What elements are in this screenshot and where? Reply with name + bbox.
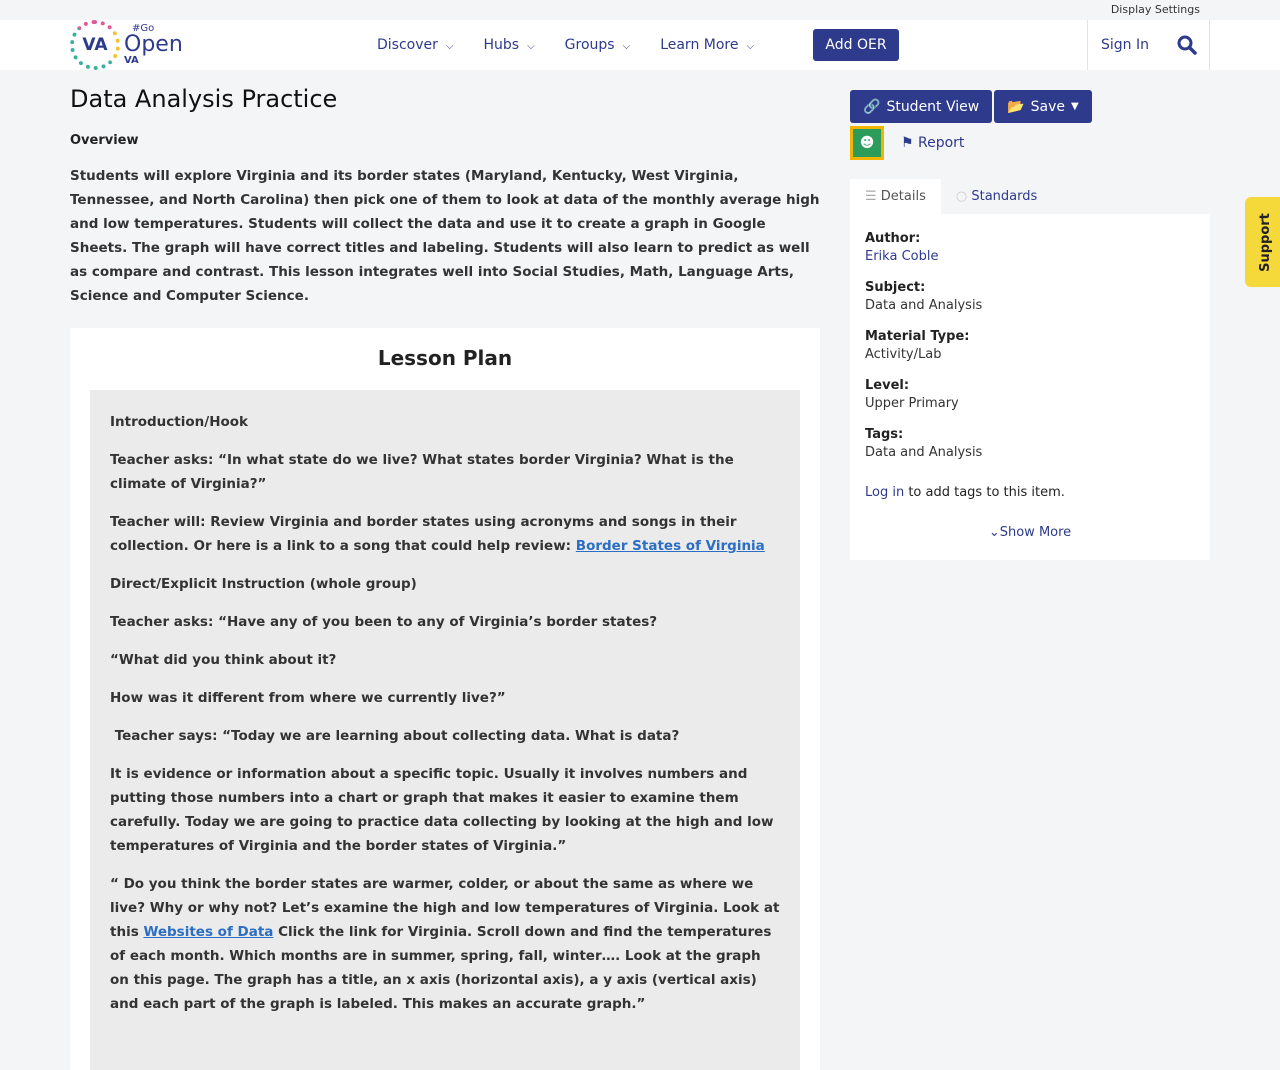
tab-label: Standards — [971, 189, 1038, 204]
menu-groups[interactable] — [565, 37, 631, 53]
button-label: Student View — [886, 98, 980, 115]
material-type-label: Material Type: — [865, 329, 970, 344]
log-in-link[interactable]: Log in — [865, 485, 905, 500]
menu-learn-more[interactable] — [660, 37, 754, 53]
menu-label: Discover — [377, 37, 438, 53]
topbar — [0, 0, 1280, 20]
tags-value: Data and Analysis — [865, 445, 983, 460]
lesson-paragraph — [110, 510, 780, 558]
chevron-down-icon: ⌵ — [746, 41, 755, 52]
lesson-paragraph: Teacher asks: “Have any of you been to any of Virginia’s border states? — [110, 614, 658, 630]
student-view-button[interactable] — [850, 90, 992, 123]
lesson-paragraph: “What did you think about it? — [110, 652, 337, 668]
flag-icon: ⚑ — [901, 135, 914, 151]
subject-label: Subject: — [865, 280, 926, 295]
material-type-value: Activity/Lab — [865, 347, 942, 362]
add-oer-button[interactable]: Add OER — [813, 29, 899, 61]
page-title: Data Analysis Practice — [70, 85, 338, 113]
chevron-down-icon: ⌵ — [527, 41, 535, 52]
lesson-paragraph: How was it different from where we currently live?” — [110, 690, 506, 706]
google-classroom-icon[interactable]: ☻ — [850, 126, 884, 160]
chevron-down-icon: ⌵ — [622, 41, 631, 52]
menu-label: Groups — [564, 37, 615, 53]
overview-label: Overview — [70, 133, 139, 148]
report-label: Report — [918, 135, 965, 151]
va-logo-ring: VA — [70, 20, 120, 70]
paragraph-text: Click the link for Virginia. Scroll down and find the temperatures of each month. Which months are in summer, spring, fall, winter…. Look at the graph on this page. The graph has a title, an x axis (horizontal axis), a y axis (vertical axis) and each part of the graph is labeled. This makes an accurate graph.” — [110, 924, 772, 1012]
websites-of-data-link[interactable]: Websites of Data — [143, 924, 274, 940]
save-button[interactable] — [994, 90, 1092, 123]
paragraph-text: “ Do you think the border states are warmer, colder, or about the same as where we live? Why or why not? Let’s examine the high and low temperatures of Virginia. Look at this — [110, 876, 780, 940]
show-more-button[interactable] — [865, 524, 1195, 542]
menu-label: Hubs — [483, 37, 520, 53]
lesson-paragraph: Direct/Explicit Instruction (whole group) — [110, 576, 417, 592]
chevron-down-icon: ⌄ — [988, 525, 1000, 540]
button-label: Save — [1030, 98, 1066, 115]
support-tab[interactable] — [1245, 197, 1280, 287]
tags-label: Tags: — [865, 427, 904, 442]
menu-hubs[interactable] — [483, 37, 534, 53]
main-content — [70, 85, 820, 1070]
lesson-paragraph — [110, 872, 780, 1016]
paragraph-text: Teacher will: Review Virginia and border states using acronyms and songs in their collection. Or here is a link to a song that could help review: — [110, 514, 737, 554]
lesson-plan — [70, 328, 820, 1070]
caret-down-icon: ▼ — [1071, 101, 1079, 112]
tab-details[interactable] — [850, 179, 941, 214]
author-link[interactable]: Erika Coble — [865, 249, 939, 264]
circle-icon: ○ — [955, 189, 968, 204]
lesson-paragraph: Introduction/Hook — [110, 414, 249, 430]
sign-in-link[interactable]: Sign In — [1101, 37, 1149, 53]
level-label: Level: — [865, 378, 910, 393]
overview-text: Students will explore Virginia and its border states (Maryland, Kentucky, West Virginia, Tennessee, and North Carolina) then pick one of them to look at data of the monthly average high and low temperatures. Students will collect the data and use it to create a graph in Google Sheets. The graph will have correct titles and labeling. Students will also learn to predict as well as compare and contrast. This lesson integrates well into Social Studies, Math, Language Arts, Science and Computer Science. — [70, 168, 820, 304]
folder-open-icon: 📂 — [1007, 98, 1025, 115]
lesson-paragraph: Teacher says: “Today we are learning about collecting data. What is data? — [110, 728, 680, 744]
login-note-text: to add tags to this item. — [904, 485, 1065, 500]
detail-tabs — [850, 179, 1210, 214]
search-icon[interactable] — [1177, 35, 1197, 55]
menu-label: Learn More — [660, 37, 739, 53]
sign-in-area — [1087, 20, 1210, 70]
menu-discover[interactable] — [377, 37, 453, 53]
logo-go: #Go — [132, 23, 155, 34]
support-label: Support — [1257, 212, 1273, 272]
logo-open: Open — [124, 32, 183, 57]
logo-va: VA — [124, 55, 139, 66]
level-value: Upper Primary — [865, 396, 959, 411]
list-icon: ☰ — [865, 189, 877, 204]
lesson-plan-title: Lesson Plan — [377, 346, 513, 370]
tab-label: Details — [880, 189, 926, 204]
subject-value: Data and Analysis — [865, 298, 983, 313]
main-menu — [377, 20, 754, 70]
lesson-plan-body — [90, 390, 800, 1070]
govaopen-logo[interactable] — [70, 20, 183, 70]
show-more-label: Show More — [999, 525, 1072, 540]
author-label: Author: — [865, 231, 921, 246]
report-link[interactable] — [901, 135, 964, 151]
login-tags-note — [865, 484, 1195, 502]
border-states-link[interactable]: Border States of Virginia — [575, 538, 765, 554]
tab-standards[interactable] — [941, 179, 1052, 214]
lesson-paragraph: It is evidence or information about a specific topic. Usually it involves numbers and putting those numbers into a chart or graph that makes it easier to examine them carefully. Today we are going to practice data collecting by looking at the high and low temperatures of Virginia and the border states of Virginia.” — [110, 766, 774, 854]
sidebar — [850, 90, 1210, 560]
navbar — [0, 20, 1280, 70]
display-settings-link[interactable]: Display Settings — [1110, 3, 1200, 16]
lesson-paragraph: Teacher asks: “In what state do we live? What states border Virginia? What is the climate of Virginia?” — [110, 452, 734, 492]
chevron-down-icon: ⌵ — [445, 41, 454, 52]
details-card — [850, 214, 1210, 560]
link-icon: 🔗 — [863, 98, 881, 115]
